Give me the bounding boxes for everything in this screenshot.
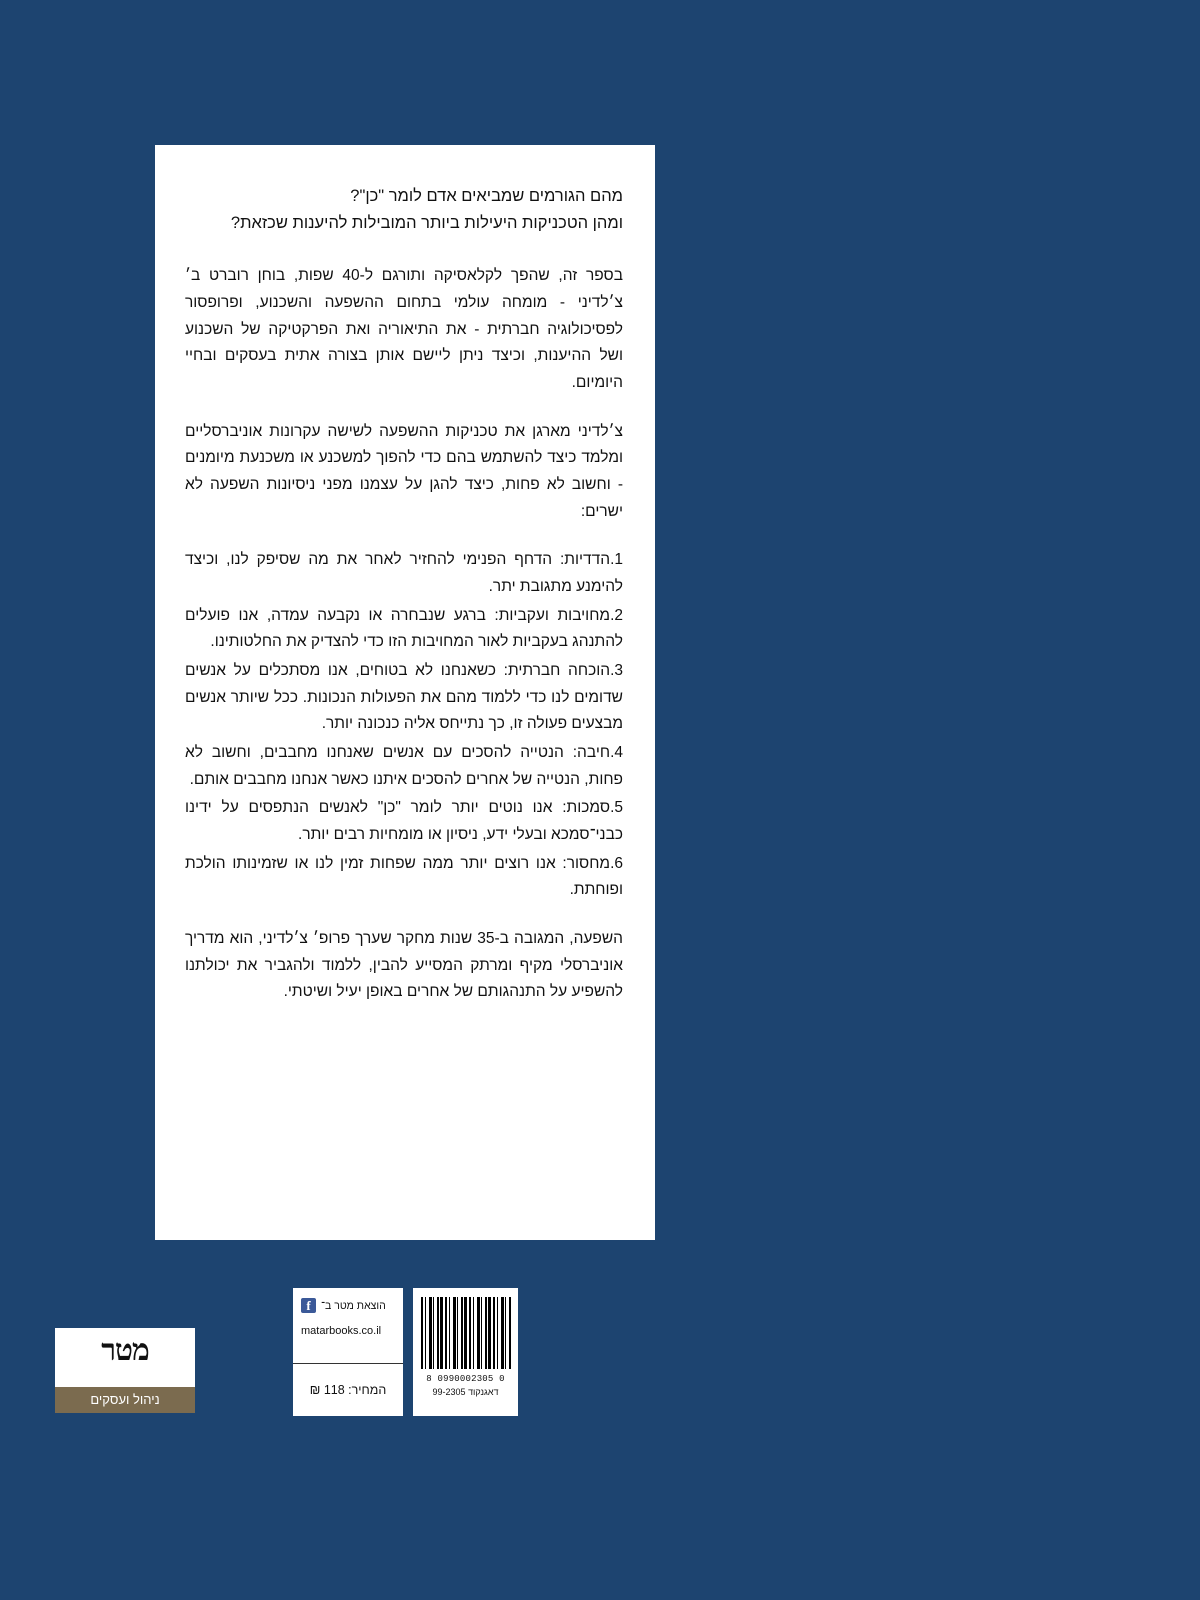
principle-number: 3. xyxy=(610,661,623,679)
back-cover-panel xyxy=(155,145,655,1240)
publisher-box xyxy=(293,1288,403,1416)
principle-text: מחסור: אנו רוצים יותר ממה שפחות זמין לנו או שזמינותו הולכת ופוחתת. xyxy=(185,854,623,899)
headline-line-2: ומהן הטכניקות היעילות ביותר המובילות להיענות שכזאת? xyxy=(230,214,623,233)
principle-text: הדדיות: הדחף הפנימי להחזיר לאחר את מה שסיפק לנו, וכיצד להימנע מתגובת יתר. xyxy=(185,551,623,595)
principle-text: סמכות: אנו נוטים יותר לומר "כן" לאנשים הנתפסים על ידינו כבני־סמכא ובעלי ידע, ניסיון או מומחיות רבים יותר. xyxy=(185,799,623,843)
series-label: ניהול ועסקים xyxy=(55,1387,195,1413)
imprint-box xyxy=(55,1328,195,1413)
principle-text: הוכחה חברתית: כשאנחנו לא בטוחים, אנו מסתכלים על אנשים שדומים לנו כדי ללמוד מהם את הפעולות הנכונות. ככל שיותר אנשים מבצעים פעולה זו, כך נתייחס אליה כנכונה יותר. xyxy=(185,661,623,733)
list-item xyxy=(185,547,623,600)
headline xyxy=(185,183,623,237)
publisher-name: הוצאת מטר ב־ xyxy=(321,1299,386,1312)
principle-number: 4. xyxy=(610,743,623,761)
principles-list xyxy=(185,547,623,904)
publisher-logo: מטר xyxy=(101,1334,149,1367)
barcode-digits: 0 0990002305 8 xyxy=(426,1374,505,1384)
barcode-box xyxy=(413,1288,518,1416)
barcode-icon xyxy=(421,1297,511,1369)
publisher-website[interactable]: matarbooks.co.il xyxy=(301,1325,382,1337)
barcode-subtext: דאגנקוד 99-2305 xyxy=(432,1387,499,1397)
facebook-row[interactable] xyxy=(301,1298,395,1313)
list-item xyxy=(185,603,623,656)
intro-paragraph-1: בספר זה, שהפך לקלאסיקה ותורגם ל-40 שפות, בוחן רוברט ב׳ צ׳לדיני - מומחה עולמי בתחום ההשפעה והשכנוע, ופרופסור לפסיכולוגיה חברתית - את התיאוריה ואת הפרקטיקה של השכנוע ושל ההיענות, וכיצד ניתן ליישם אותן בצורה אתית בעסקים ובחיי היומיום. xyxy=(185,267,623,392)
principle-number: 5. xyxy=(610,799,623,817)
closing-paragraph: השפעה, המגובה ב-35 שנות מחקר שערך פרופ׳ צ׳לדיני, הוא מדריך אוניברסלי מקיף ומרתק המסייע להבין, ללמוד ולהגביר את יכולתנו להשפיע על התנהגותם של אחרים באופן יעיל ושיטתי. xyxy=(185,929,624,1001)
list-item xyxy=(185,740,623,793)
facebook-icon[interactable]: f xyxy=(301,1298,316,1313)
principle-number: 2. xyxy=(610,606,623,624)
price-label: המחיר: 118 ₪ xyxy=(309,1382,387,1397)
list-item xyxy=(185,851,623,904)
principle-text: חיבה: הנטייה להסכים עם אנשים שאנחנו מחבבים, וחשוב לא פחות, הנטייה של אחרים להסכים איתנו כאשר אנחנו מחבבים אותם. xyxy=(185,743,623,788)
list-item xyxy=(185,795,623,848)
list-item xyxy=(185,658,623,738)
headline-line-1: מהם הגורמים שמביאים אדם לומר "כן"? xyxy=(350,187,623,205)
principle-number: 6. xyxy=(610,854,623,872)
publisher-contact xyxy=(293,1288,403,1364)
principle-number: 1. xyxy=(610,551,623,569)
principle-text: מחויבות ועקביות: ברגע שנבחרה או נקבעה עמדה, אנו פועלים להתנהג בעקביות לאור המחויבות הזו כדי להצדיק את החלטותינו. xyxy=(185,606,623,651)
intro-paragraph-2: צ׳לדיני מארגן את טכניקות ההשפעה לשישה עקרונות אוניברסליים ומלמד כיצד להשתמש בהם כדי להפוך למשכנע או משכנעת מיומנים - וחשוב לא פחות, כיצד להגן על עצמנו מפני ניסיונות השפעה לא ישרים: xyxy=(185,422,623,520)
